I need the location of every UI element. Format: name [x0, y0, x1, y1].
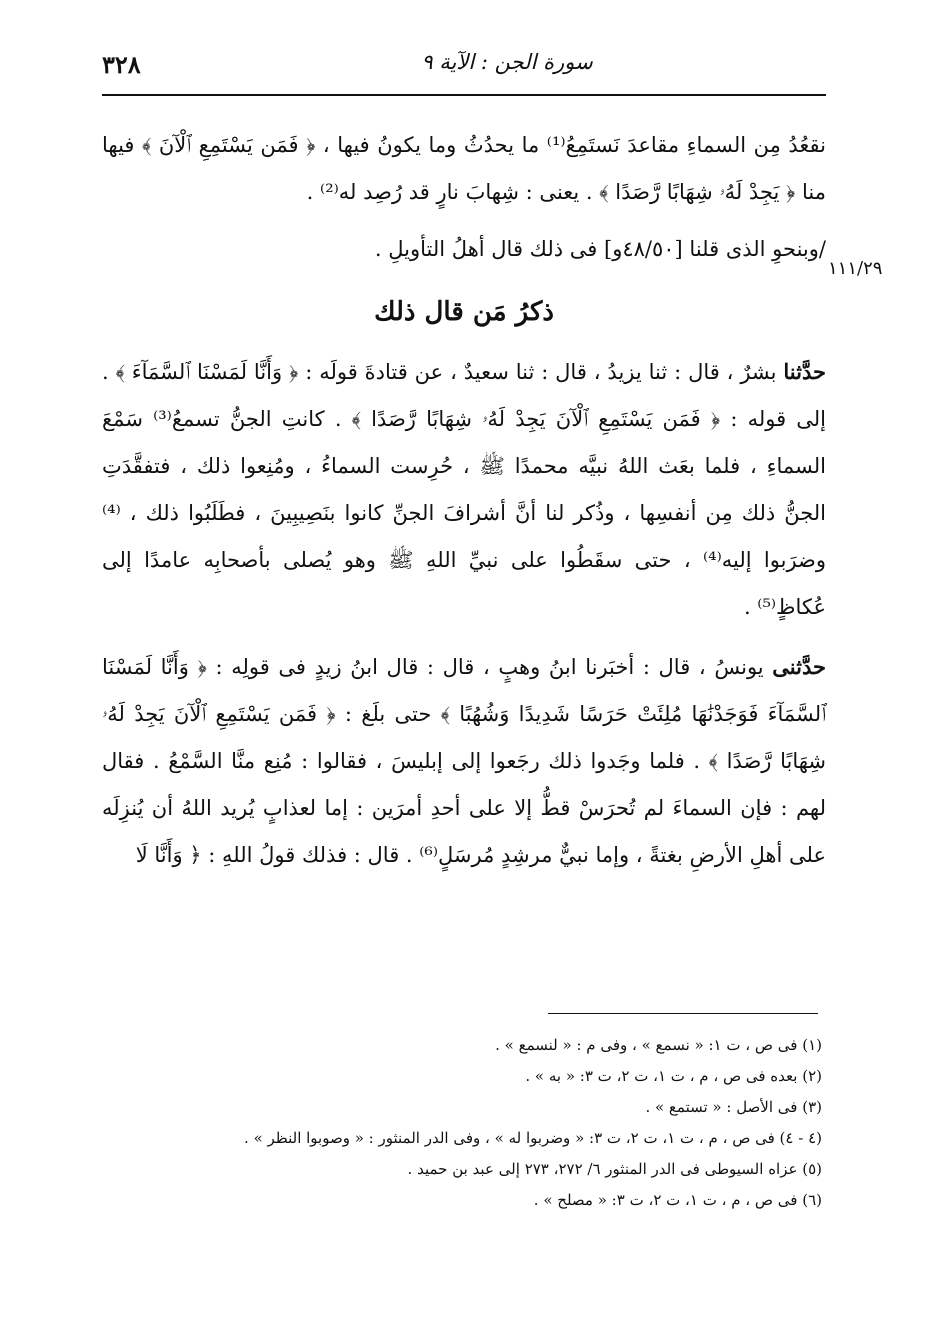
header-divider	[102, 94, 826, 96]
footnote-4: (٤ - ٤) فى ص ، م ، ت ١، ت ٢، ت ٣: « وضربوا له » ، وفى الدر المنثور : « وصوبوا النظر » .	[244, 1129, 822, 1147]
narration-lead-word: حدَّثنى	[772, 654, 826, 679]
margin-reference: ١١١/٢٩	[828, 258, 883, 279]
paragraph-transition: /وبنحوِ الذى قلنا [٤٨/٥٠و] فى ذلك قال أهلُ التأويلِ .	[374, 237, 826, 261]
narration-lead-word: حدَّثنا	[783, 359, 826, 384]
page-number: ٣٢٨	[102, 50, 141, 79]
paragraph-text: بشرٌ ، قال : ثنا يزيدُ ، قال : ثنا سعيدٌ ، عن قتادةَ قولَه : ﴿ وَأَنَّا لَمَسْنَا ٱلسَّمَآءَ ﴾ . إلى قوله : ﴿ فَمَن يَسْتَمِعِ ٱلْآنَ يَجِدْ لَهُۥ شِهَابًا رَّصَدًا ﴾ . كانتِ الجنُّ تسمعُ⁽³⁾ سَمْعَ السماءِ ، فلما بعَث اللهُ نبيَّه محمدًا ﷺ ، حُرِست السماءُ ، ومُنِعوا ذلك ، فتفقَّدَتِ الجنُّ ذلك مِن أنفسِها ، وذُكر لنا أنَّ أشرافَ الجنِّ كانوا بنَصِيبِينَ ، فطَلَبُوا ذلك ، ⁽⁴⁾وضرَبوا إليه⁽⁴⁾ ، حتى سقَطُوا على نبيِّ اللهِ ﷺ وهو يُصلى بأصحابِه عامدًا إلى عُكاظٍ⁽⁵⁾ .	[102, 360, 827, 619]
page-header	[102, 38, 826, 90]
footnote-1: (١) فى ص ، ت ١: « نسمع » ، وفى م : « لنسمع » .	[495, 1036, 822, 1054]
footnote-3: (٣) فى الأصل : « تستمع » .	[645, 1098, 822, 1116]
footnote-divider	[548, 1013, 818, 1014]
footnote-6: (٦) فى ص ، م ، ت ١، ت ٢، ت ٣: « مصلح » .	[533, 1191, 822, 1209]
paragraph-ibn-zayd	[102, 643, 826, 879]
section-heading: ذكرُ مَن قال ذلك	[374, 297, 554, 327]
footnote-5: (٥) عزاه السيوطى فى الدر المنثور ٦/ ٢٧٢، ٢٧٣ إلى عبد بن حميد .	[407, 1160, 822, 1178]
paragraph-qatada	[102, 348, 826, 631]
paragraph-intro: نقعُدُ مِن السماءِ مقاعدَ نَستَمِعُ⁽¹⁾ ما يحدُثُ وما يكونُ فيها ، ﴿ فَمَن يَسْتَمِعِ ٱلْآنَ ﴾ فيها منا ﴿ يَجِدْ لَهُۥ شِهَابًا رَّصَدًا ﴾ . يعنى : شِهابَ نارٍ قد رُصِد له⁽²⁾ .	[102, 133, 827, 204]
footnotes	[102, 1030, 822, 1216]
running-title: سورة الجن : الآية ٩	[421, 50, 593, 74]
footnote-2: (٢) بعده فى ص ، م ، ت ١، ت ٢، ت ٣: « به » .	[525, 1067, 822, 1085]
paragraph-text: يونسُ ، قال : أخبَرنا ابنُ وهبٍ ، قال : قال ابنُ زيدٍ فى قولِه : ﴿ وَأَنَّا لَمَسْنَا ٱلسَّمَآءَ فَوَجَدْنَٰهَا مُلِئَتْ حَرَسًا شَدِيدًا وَشُهُبًا ﴾ حتى بلَغ : ﴿ فَمَن يَسْتَمِعِ ٱلْآنَ يَجِدْ لَهُۥ شِهَابًا رَّصَدًا ﴾ . فلما وجَدوا ذلك رجَعوا إلى إبليسَ ، فقالوا : مُنِع منَّا السَّمْعُ . فقال لهم : فإن السماءَ لم تُحرَسْ قطُّ إلا على أحدِ أمرَين : إما لعذابٍ يُريد اللهُ أن يُنزِلَه على أهلِ الأرضِ بغتةً ، وإما نبيٌّ مرشِدٍ مُرسَلٍ⁽⁶⁾ . قال : فذلك قولُ اللهِ : ﴿ وَأَنَّا لَا	[102, 655, 826, 867]
main-text	[102, 122, 826, 891]
